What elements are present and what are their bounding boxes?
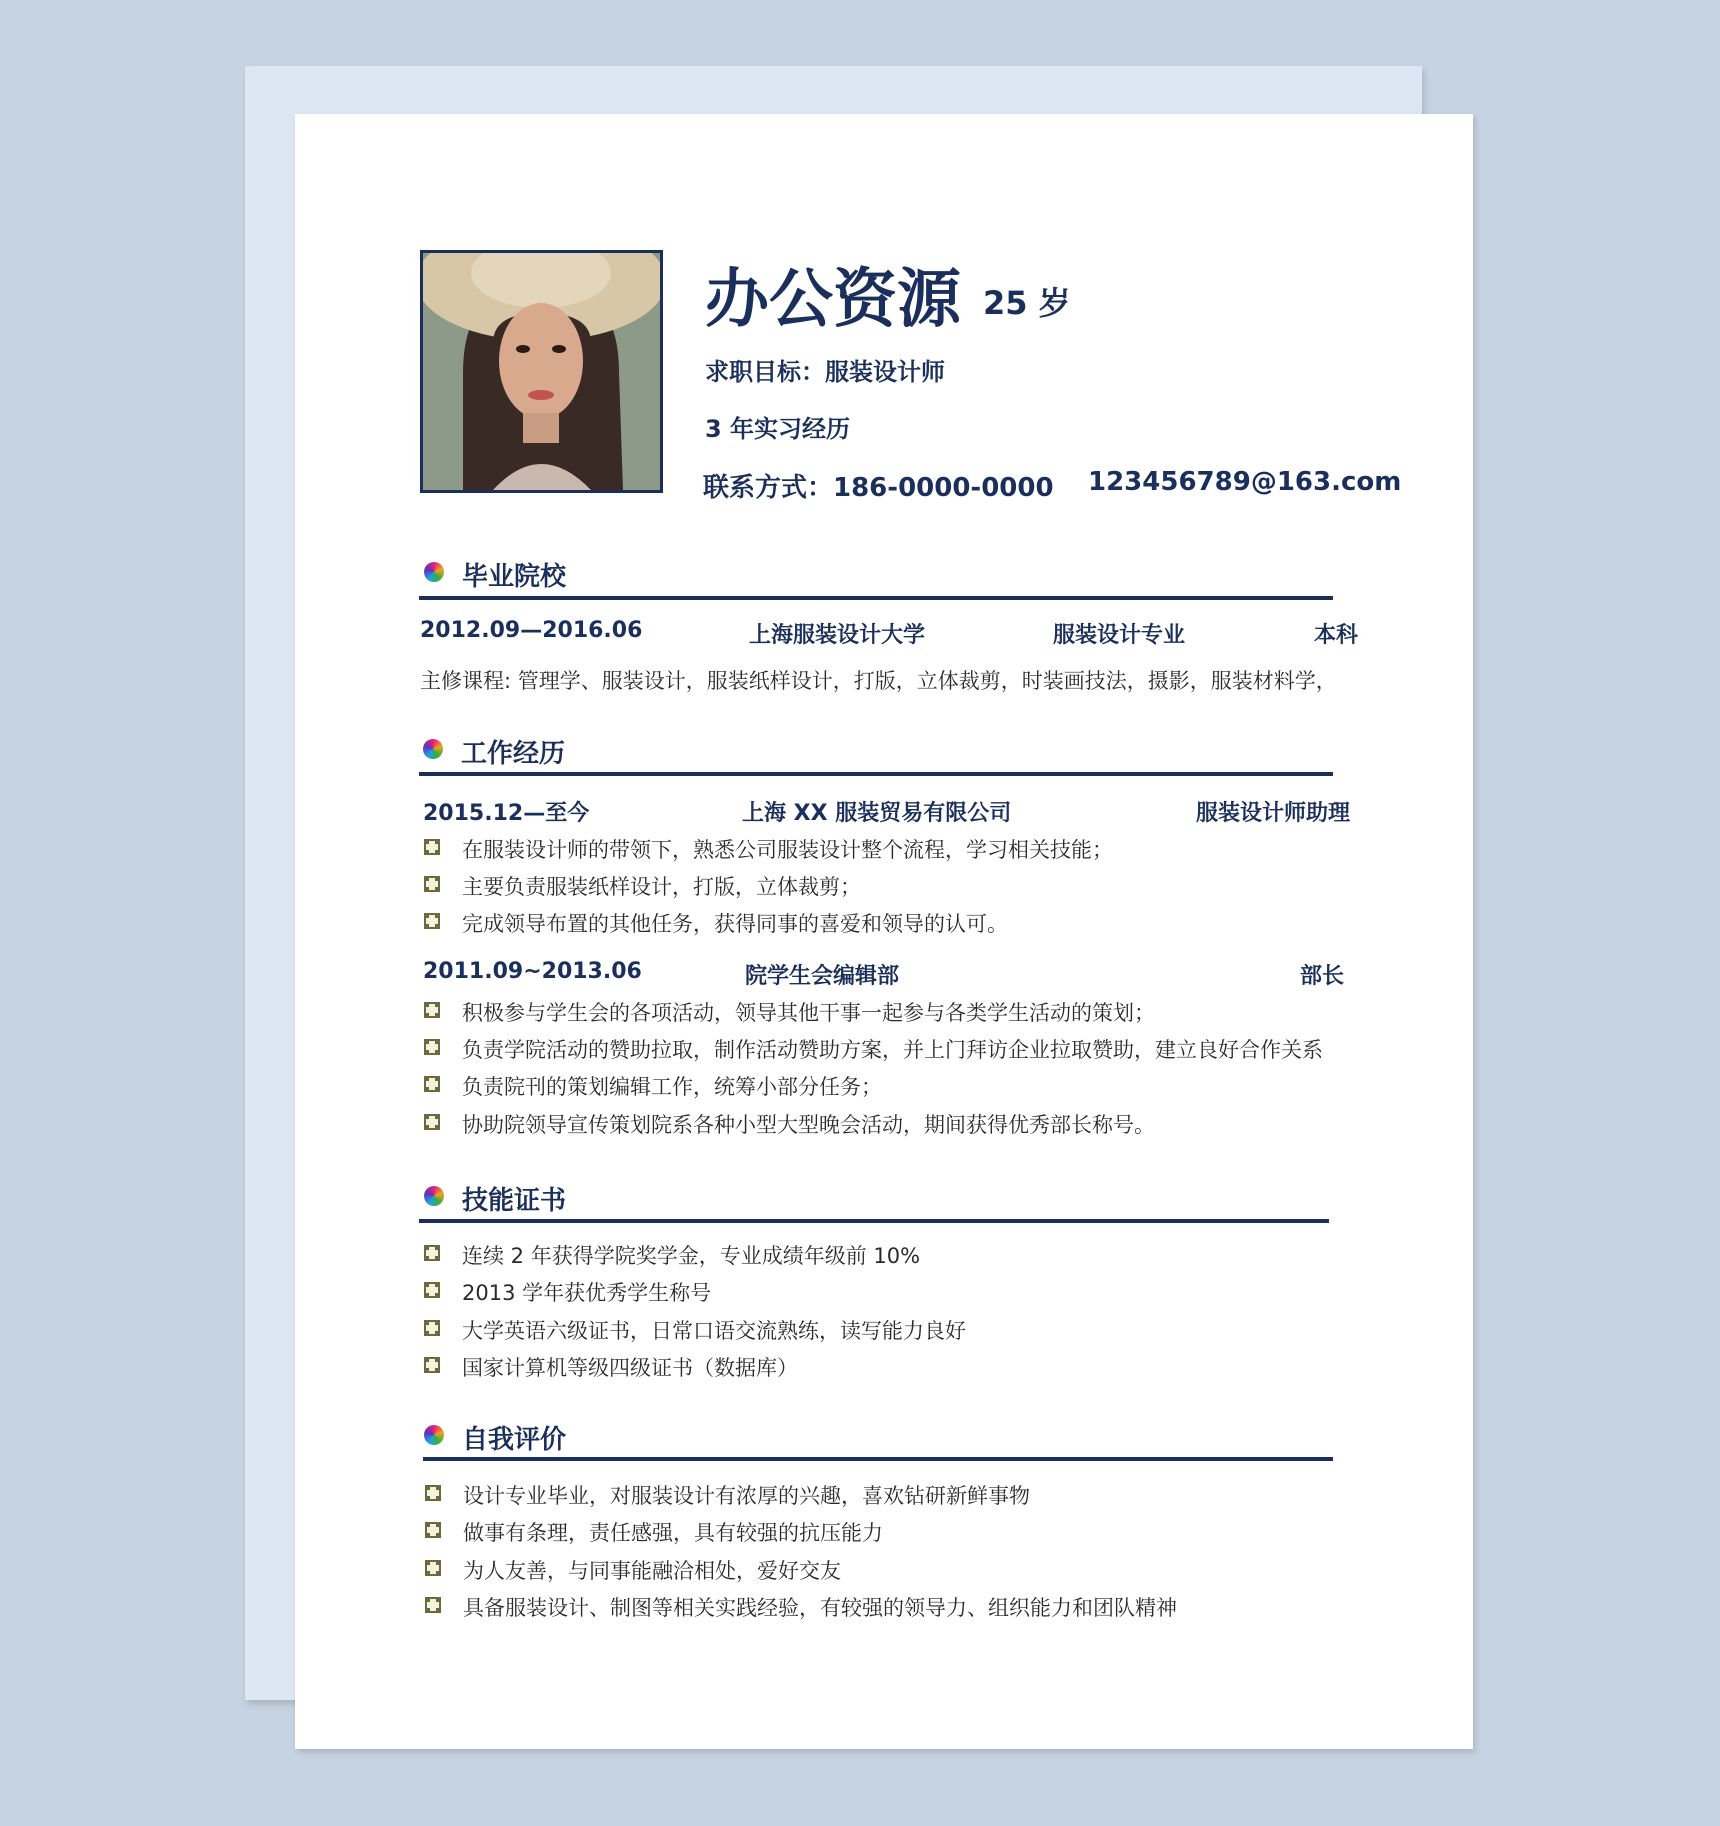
list-item: 2013 学年获优秀学生称号 — [462, 1281, 712, 1305]
list-item: 连续 2 年获得学院奖学金，专业成绩年级前 10% — [462, 1244, 921, 1268]
section-icon — [424, 1186, 444, 1206]
contact-phone: 联系方式：186-0000-0000 — [703, 473, 1054, 503]
list-item: 国家计算机等级四级证书（数据库） — [462, 1356, 798, 1380]
section-icon — [424, 1425, 444, 1445]
list-item: 协助院领导宣传策划院系各种小型大型晚会活动，期间获得优秀部长称号。 — [462, 1113, 1155, 1137]
edu-degree: 本科 — [1314, 623, 1359, 648]
bullet-icon — [424, 1245, 440, 1261]
job-period: 2011.09~2013.06 — [423, 959, 642, 984]
list-item: 在服装设计师的带领下，熟悉公司服装设计整个流程，学习相关技能； — [462, 838, 1113, 862]
section-divider — [419, 1219, 1329, 1223]
list-item: 为人友善，与同事能融洽相处，爱好交友 — [463, 1559, 841, 1583]
edu-period: 2012.09—2016.06 — [420, 618, 643, 643]
job-role: 部长 — [1300, 964, 1345, 989]
edu-school: 上海服装设计大学 — [749, 623, 926, 648]
experience-years: 3 年实习经历 — [705, 415, 851, 443]
edu-major: 服装设计专业 — [1053, 623, 1186, 648]
bullet-icon — [425, 1597, 441, 1613]
job-role: 服装设计师助理 — [1196, 801, 1351, 826]
section-icon — [424, 562, 444, 582]
job-org: 院学生会编辑部 — [745, 964, 900, 989]
bullet-icon — [424, 1282, 440, 1298]
list-item: 积极参与学生会的各项活动，领导其他干事一起参与各类学生活动的策划； — [462, 1001, 1155, 1025]
bullet-icon — [425, 1522, 441, 1538]
job-org: 上海 XX 服装贸易有限公司 — [742, 801, 1012, 826]
bullet-icon — [424, 1114, 440, 1130]
section-title-work: 工作经历 — [461, 739, 566, 769]
job-period: 2015.12—至今 — [423, 801, 590, 826]
list-item: 负责学院活动的赞助拉取，制作活动赞助方案，并上门拜访企业拉取赞助，建立良好合作关系 — [462, 1038, 1323, 1062]
bullet-icon — [424, 839, 440, 855]
contact-email: 123456789@163.com — [1088, 467, 1402, 497]
section-icon — [423, 739, 443, 759]
bullet-icon — [424, 1076, 440, 1092]
candidate-age: 25 岁 — [983, 284, 1071, 322]
bullet-icon — [424, 1039, 440, 1055]
list-item: 主要负责服装纸样设计，打版，立体裁剪； — [462, 875, 861, 899]
section-divider — [423, 1457, 1333, 1461]
list-item: 设计专业毕业，对服装设计有浓厚的兴趣，喜欢钻研新鲜事物 — [463, 1484, 1030, 1508]
bullet-icon — [424, 913, 440, 929]
bullet-icon — [424, 1357, 440, 1373]
section-divider — [419, 772, 1333, 776]
edu-courses: 主修课程: 管理学、服装设计，服装纸样设计，打版，立体裁剪，时装画技法，摄影，服装材料学， — [420, 669, 1337, 693]
section-title-self-evaluation: 自我评价 — [462, 1425, 567, 1455]
candidate-name: 办公资源 — [705, 263, 961, 337]
section-title-education: 毕业院校 — [462, 562, 567, 592]
bullet-icon — [424, 1320, 440, 1336]
list-item: 负责院刊的策划编辑工作，统筹小部分任务； — [462, 1075, 882, 1099]
bullet-icon — [424, 1002, 440, 1018]
section-title-skills: 技能证书 — [462, 1186, 567, 1216]
list-item: 大学英语六级证书，日常口语交流熟练，读写能力良好 — [462, 1319, 966, 1343]
list-item: 完成领导布置的其他任务，获得同事的喜爱和领导的认可。 — [462, 912, 1008, 936]
list-item: 做事有条理，责任感强，具有较强的抗压能力 — [463, 1521, 883, 1545]
job-target: 求职目标：服装设计师 — [705, 358, 945, 386]
profile-photo — [420, 250, 663, 493]
section-divider — [419, 596, 1333, 600]
list-item: 具备服装设计、制图等相关实践经验，有较强的领导力、组织能力和团队精神 — [463, 1596, 1177, 1620]
bullet-icon — [425, 1560, 441, 1576]
bullet-icon — [424, 876, 440, 892]
bullet-icon — [425, 1485, 441, 1501]
